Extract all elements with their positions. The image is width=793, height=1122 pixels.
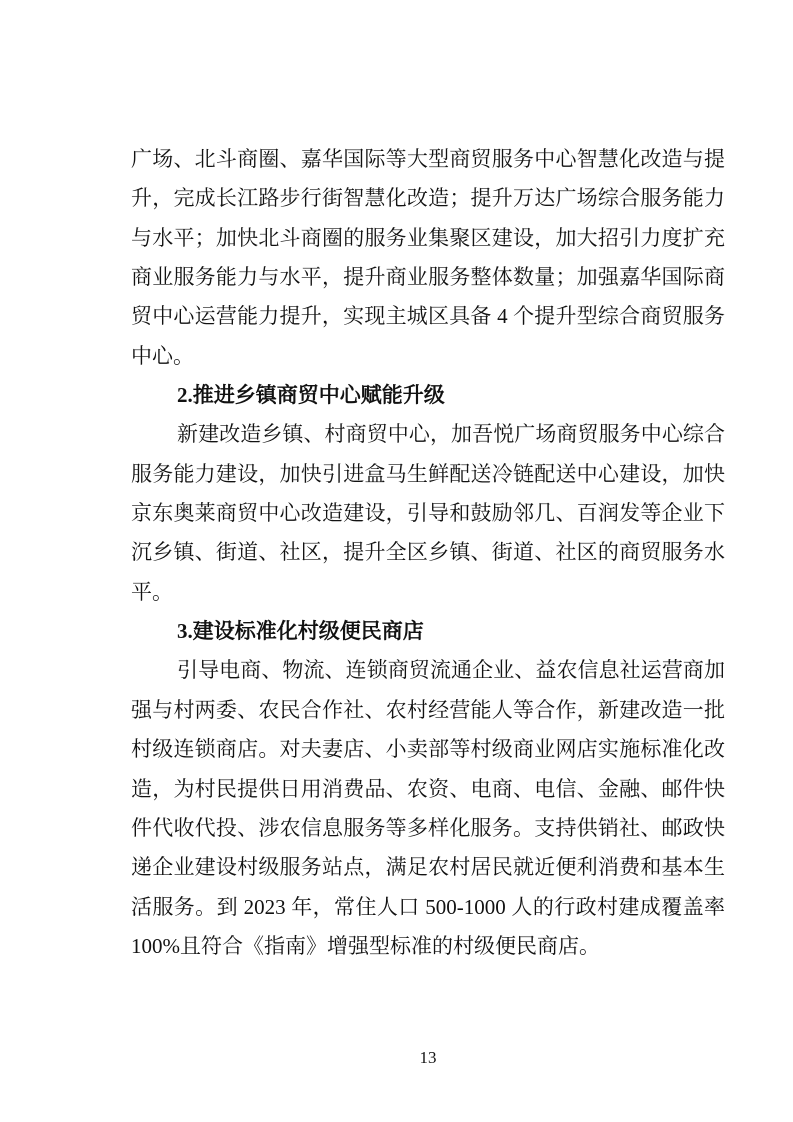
text-line: 造，为村民提供日用消费品、农资、电商、电信、金融、邮件快 bbox=[131, 776, 725, 801]
text-line: 递企业建设村级服务站点，满足农村居民就近便利消费和基本生 bbox=[131, 855, 725, 880]
text-line: 活服务。到 2023 年，常住人口 500-1000 人的行政村建成覆盖率 bbox=[131, 894, 725, 919]
text-line: 京东奥莱商贸中心改造建设，引导和鼓励邻几、百润发等企业下 bbox=[131, 501, 725, 526]
heading-line: 3.建设标准化村级便民商店 bbox=[177, 619, 424, 644]
text-line: 平。 bbox=[131, 579, 173, 604]
text-block bbox=[131, 140, 725, 966]
page-footer bbox=[131, 1046, 725, 1070]
text-line: 沉乡镇、街道、社区，提升全区乡镇、街道、社区的商贸服务水 bbox=[131, 540, 725, 565]
text-line: 与水平；加快北斗商圈的服务业集聚区建设，加大招引力度扩充 bbox=[131, 225, 725, 250]
text-line: 中心。 bbox=[131, 343, 194, 368]
text-line: 件代收代投、涉农信息服务等多样化服务。支持供销社、邮政快 bbox=[131, 815, 725, 840]
heading-line: 2.推进乡镇商贸中心赋能升级 bbox=[177, 383, 445, 408]
text-line: 引导电商、物流、连锁商贸流通企业、益农信息社运营商加 bbox=[177, 658, 725, 683]
text-line: 新建改造乡镇、村商贸中心，加吾悦广场商贸服务中心综合 bbox=[177, 422, 725, 447]
text-line: 贸中心运营能力提升，实现主城区具备 4 个提升型综合商贸服务 bbox=[131, 304, 725, 329]
text-line: 强与村两委、农民合作社、农村经营能人等合作，新建改造一批 bbox=[131, 697, 725, 722]
text-line: 广场、北斗商圈、嘉华国际等大型商贸服务中心智慧化改造与提 bbox=[131, 147, 725, 171]
text-line: 100%且符合《指南》增强型标准的村级便民商店。 bbox=[131, 933, 600, 958]
text-line: 商业服务能力与水平，提升商业服务整体数量；加强嘉华国际商 bbox=[131, 265, 725, 290]
page-number: 13 bbox=[419, 1048, 437, 1067]
text-line: 服务能力建设，加快引进盒马生鲜配送冷链配送中心建设，加快 bbox=[131, 461, 725, 486]
text-line: 升，完成长江路步行街智慧化改造；提升万达广场综合服务能力 bbox=[131, 186, 725, 211]
text-line: 村级连锁商店。对夫妻店、小卖部等村级商业网店实施标准化改 bbox=[131, 737, 725, 762]
